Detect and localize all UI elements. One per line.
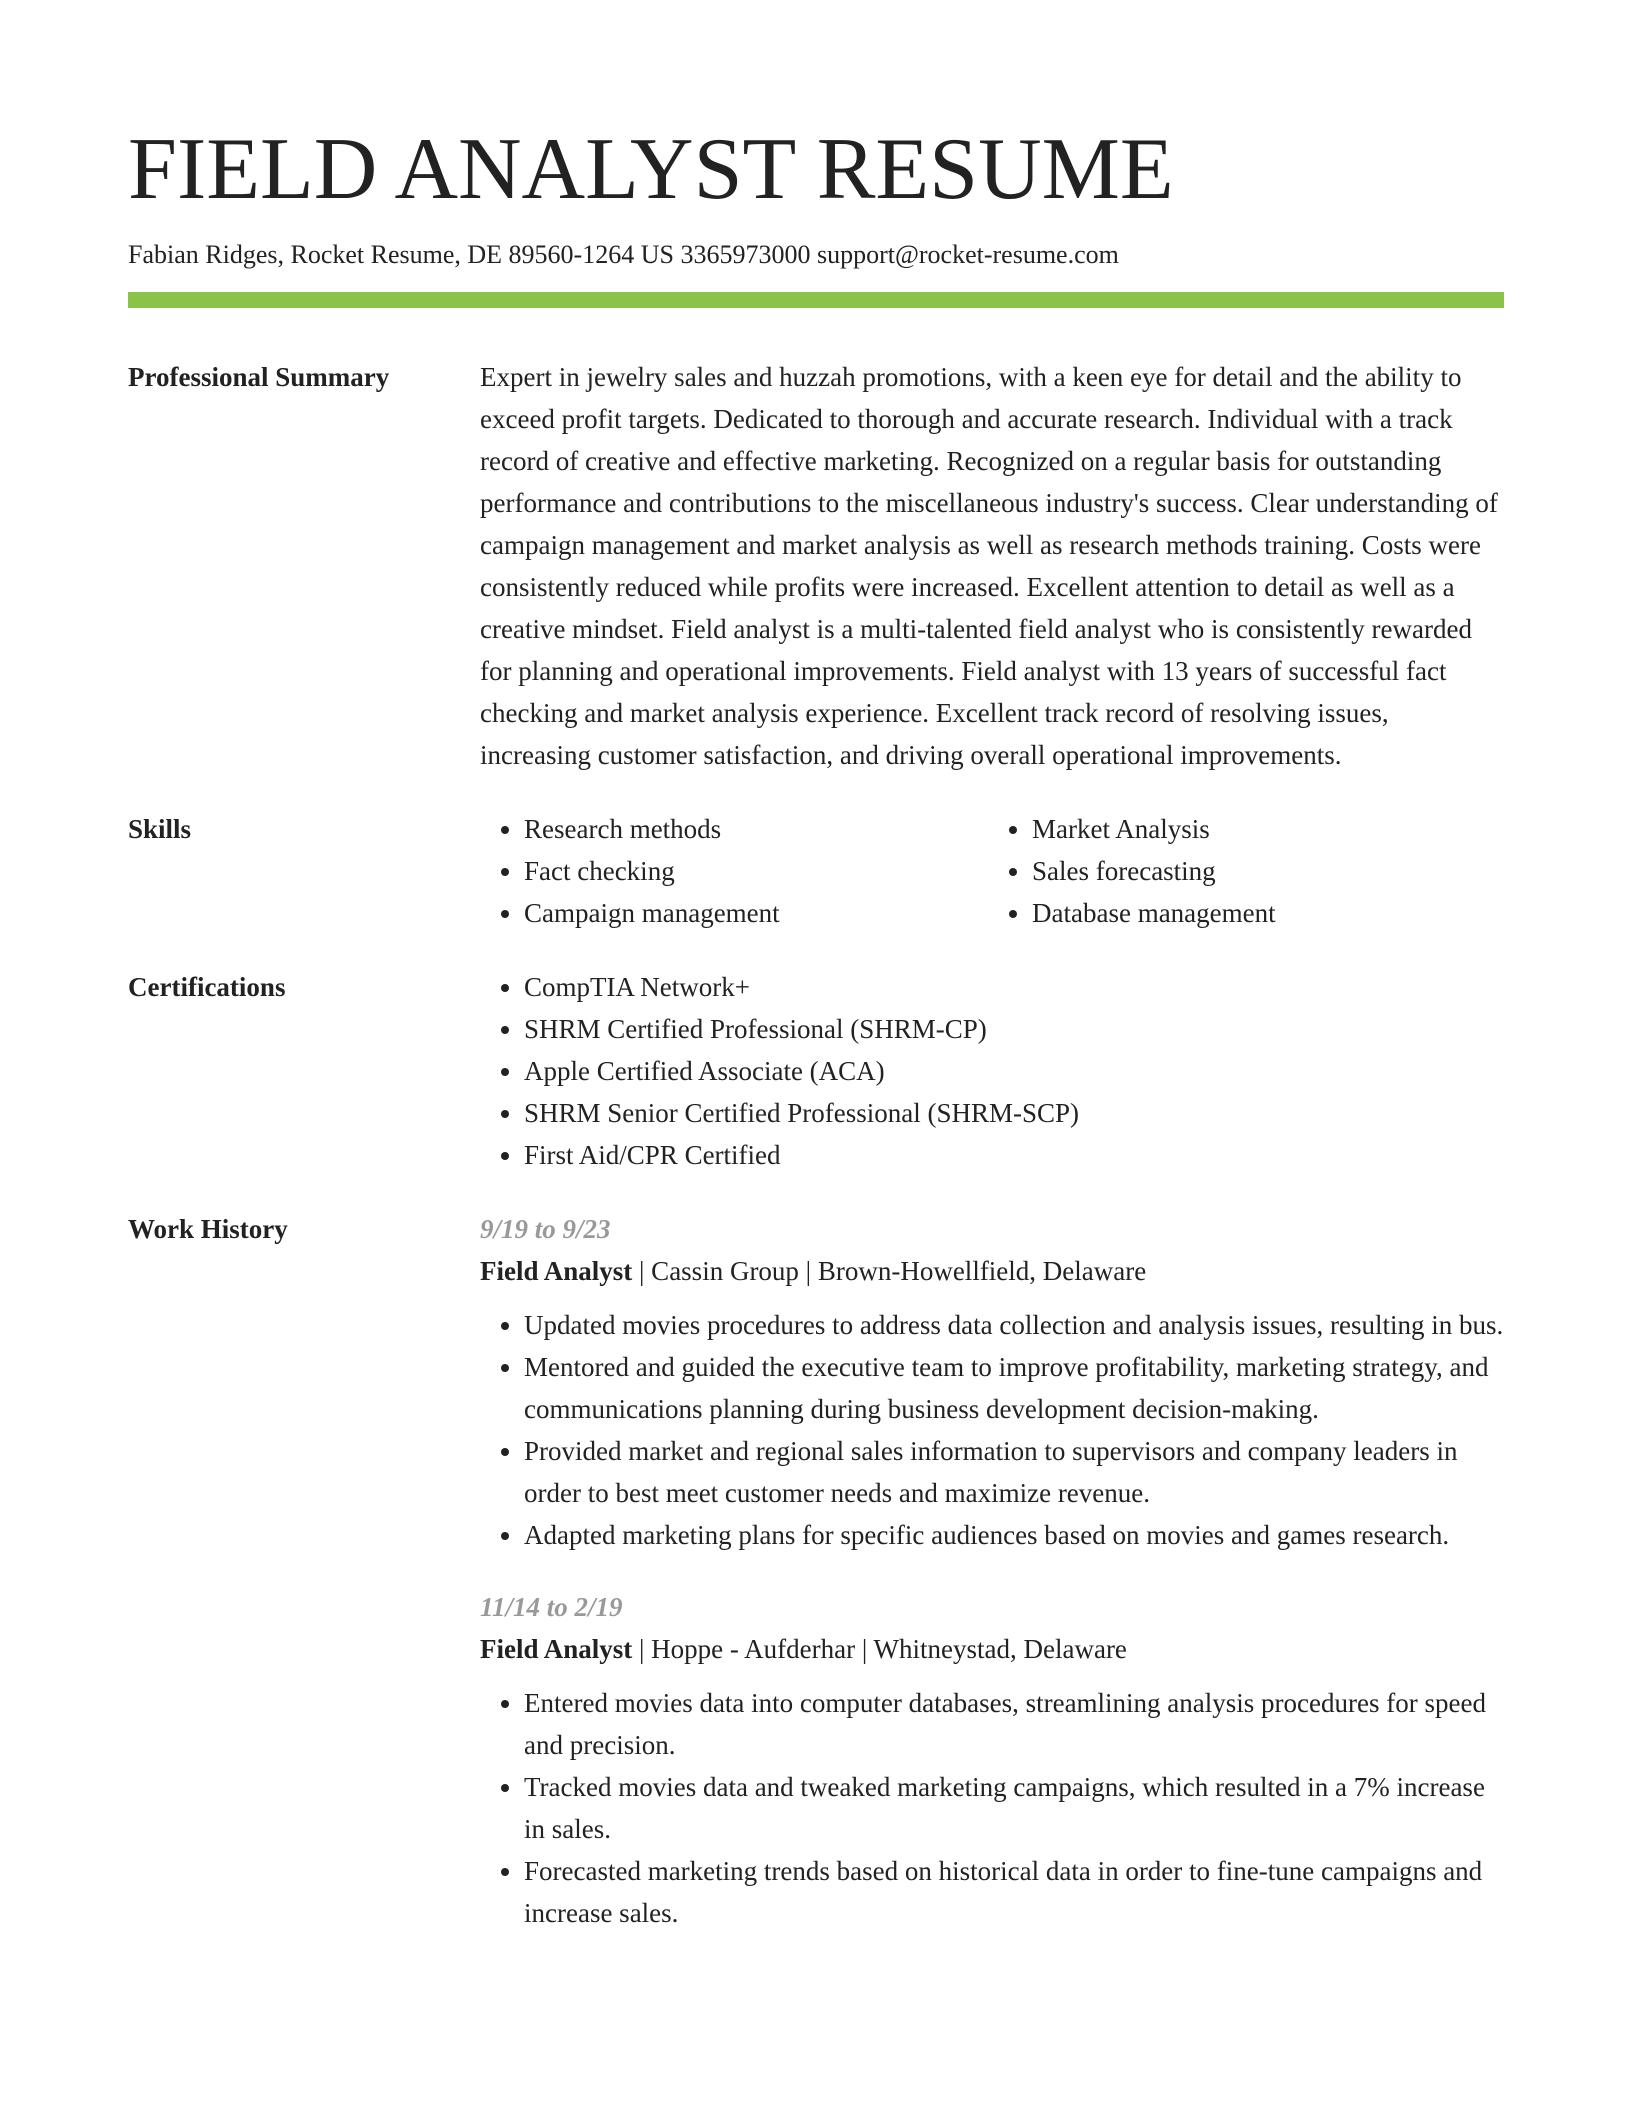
certification-item: • SHRM Senior Certified Professional (SHRM-SCP) <box>524 1092 1504 1134</box>
job-details: | Hoppe - Aufderhar | Whitneystad, Delaware <box>632 1634 1127 1664</box>
job-bullets <box>480 1304 1504 1556</box>
section-label-skills: Skills <box>128 814 192 844</box>
job-bullet: • Adapted marketing plans for specific audiences based on movies and games research. <box>524 1514 1504 1556</box>
job-bullet: • Updated movies procedures to address data collection and analysis issues, resulting in bus. <box>524 1304 1504 1346</box>
skill-item: • Fact checking <box>524 850 984 892</box>
job-title: Field Analyst <box>480 1634 633 1664</box>
certification-item: • CompTIA Network+ <box>524 966 1504 1008</box>
job-dates: 9/19 to 9/23 <box>480 1214 611 1244</box>
skill-item: • Campaign management <box>524 892 984 934</box>
certification-item: • Apple Certified Associate (ACA) <box>524 1050 1504 1092</box>
summary-text: Expert in jewelry sales and huzzah promotions, with a keen eye for detail and the ability to exceed profit targets. Dedicated to thorough and accurate research. Individual with a track record of creative and effective marketing. Recognized on a regular basis for outstanding performance and contributions to the miscellaneous industry's success. Clear understanding of campaign management and market analysis as well as research methods training. Costs were consistently reduced while profits were increased. Excellent attention to detail as well as a creative mindset. Field analyst is a multi-talented field analyst who is consistently rewarded for planning and operational improvements. Field analyst with 13 years of successful fact checking and market analysis experience. Excellent track record of resolving issues, increasing customer satisfaction, and driving overall operational improvements. <box>480 362 1498 770</box>
skills-grid <box>480 808 1504 934</box>
job-details: | Cassin Group | Brown-Howellfield, Delaware <box>632 1256 1147 1286</box>
job-entry <box>480 1208 1504 1556</box>
summary-section <box>128 356 1504 776</box>
section-label-summary: Professional Summary <box>128 362 390 392</box>
section-label-work-history: Work History <box>128 1214 288 1244</box>
skill-item: • Research methods <box>524 808 984 850</box>
job-bullet: • Provided market and regional sales information to supervisors and company leaders in order to best meet customer needs and maximize revenue. <box>524 1430 1504 1514</box>
certification-item: • SHRM Certified Professional (SHRM-CP) <box>524 1008 1504 1050</box>
job-bullets <box>480 1682 1504 1934</box>
skills-list-col2 <box>984 808 1552 934</box>
job-header <box>480 1250 1504 1292</box>
job-entry <box>480 1586 1504 1934</box>
certifications-section <box>128 966 1504 1176</box>
job-bullet: • Forecasted marketing trends based on historical data in order to fine-tune campaigns and increase sales. <box>524 1850 1504 1934</box>
work-history-section <box>128 1208 1504 1964</box>
certification-item: • First Aid/CPR Certified <box>524 1134 1504 1176</box>
skills-list-col1 <box>480 808 984 934</box>
job-bullet: • Entered movies data into computer databases, streamlining analysis procedures for speed and precision. <box>524 1682 1504 1766</box>
skill-item: • Database management <box>1032 892 1552 934</box>
job-header <box>480 1628 1504 1670</box>
job-title: Field Analyst <box>480 1256 633 1286</box>
job-dates: 11/14 to 2/19 <box>480 1592 623 1622</box>
skill-item: • Market Analysis <box>1032 808 1552 850</box>
job-bullet: • Tracked movies data and tweaked marketing campaigns, which resulted in a 7% increase in sales. <box>524 1766 1504 1850</box>
job-bullet: • Mentored and guided the executive team to improve profitability, marketing strategy, and communications planning during business development decision-making. <box>524 1346 1504 1430</box>
section-label-certifications: Certifications <box>128 972 286 1002</box>
certifications-list <box>480 966 1504 1176</box>
contact-line: Fabian Ridges, Rocket Resume, DE 89560-1264 US 3365973000 support@rocket-resume.com <box>128 240 1119 269</box>
header-divider <box>128 292 1504 308</box>
skill-item: • Sales forecasting <box>1032 850 1552 892</box>
skills-section <box>128 808 1504 934</box>
resume-title: FIELD ANALYST RESUME <box>128 121 1174 218</box>
